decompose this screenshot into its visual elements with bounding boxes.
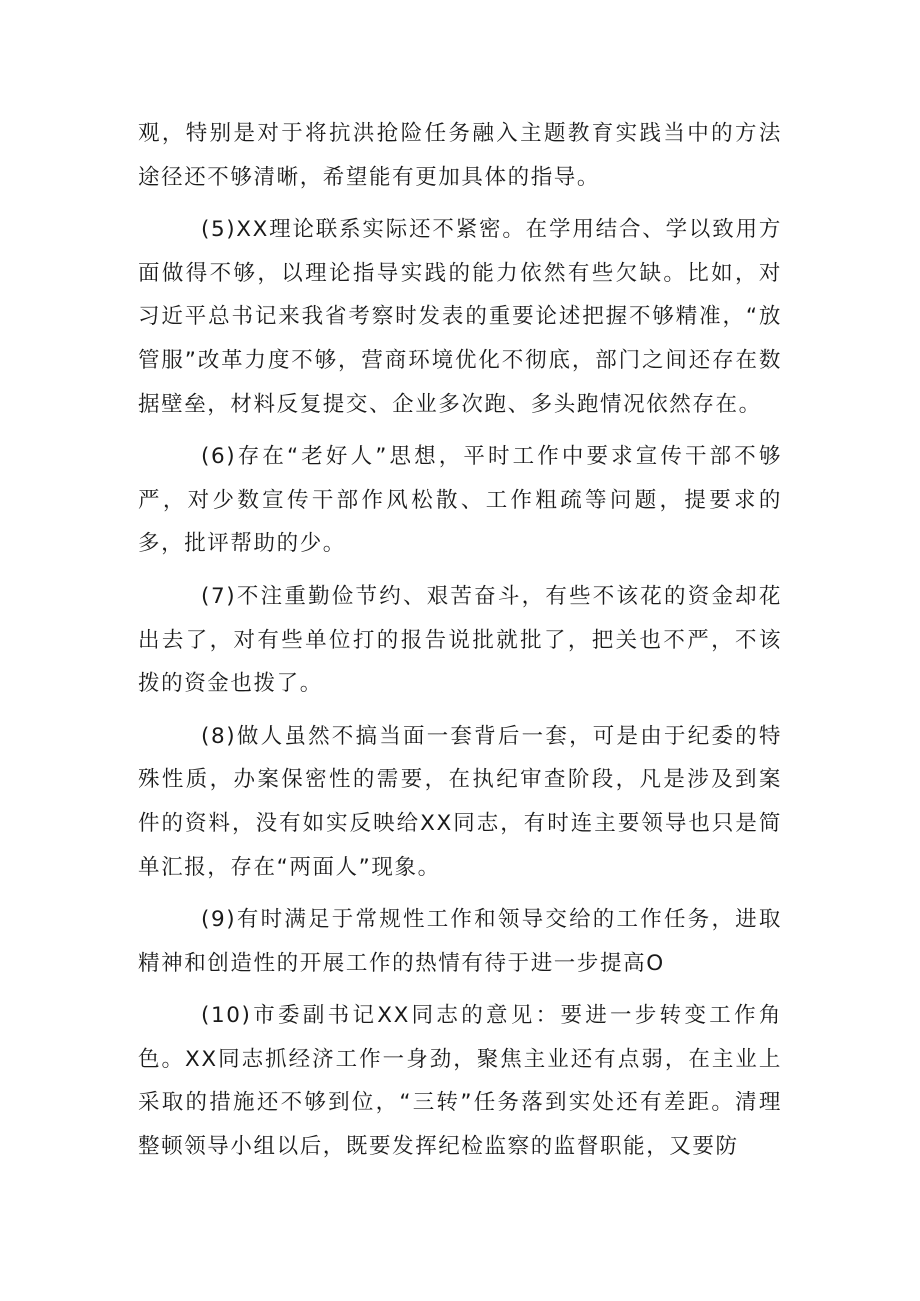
paragraph-item-10: (10)市委副书记XX同志的意见：要进一步转变工作角色。XX同志抓经济工作一身劲，聚焦主业还有点弱，在主业上采取的措施还不够到位，“三转”任务落到实处还有差距。清理整顿领导小组以后，既要发挥纪检监察的监督职能，又要防 [138,1003,782,1160]
paragraph-item-6: (6)存在“老好人”思想，平时工作中要求宣传干部不够严，对少数宣传干部作风松散、工作粗疏等问题，提要求的多，批评帮助的少。 [138,444,782,557]
paragraph-item-7: (7)不注重勤俭节约、艰苦奋斗，有些不该花的资金却花出去了，对有些单位打的报告说批就批了，把关也不严，不该拨的资金也拨了。 [138,583,782,697]
paragraph-item-8: (8)做人虽然不搞当面一套背后一套，可是由于纪委的特殊性质，办案保密性的需要，在执纪审查阶段，凡是涉及到案件的资料，没有如实反映给XX同志，有时连主要领导也只是简单汇报，存在“两面人”现象。 [138,723,782,880]
paragraph-item-5: (5)XX理论联系实际还不紧密。在学用结合、学以致用方面做得不够，以理论指导实践的能力依然有些欠缺。比如，对习近平总书记来我省考察时发表的重要论述把握不够精准，“放管服”改革力度不够，营商环境优化不彻底，部门之间还存在数据壁垒，材料反复提交、企业多次跑、多头跑情况依然存在。 [138,217,782,417]
paragraph-continuation: 观，特别是对于将抗洪抢险任务融入主题教育实践当中的方法途径还不够清晰，希望能有更加具体的指导。 [138,121,782,190]
paragraph-item-9: (9)有时满足于常规性工作和领导交给的工作任务，进取精神和创造性的开展工作的热情有待于进一步提高O [138,907,782,976]
document-body [138,112,782,1178]
